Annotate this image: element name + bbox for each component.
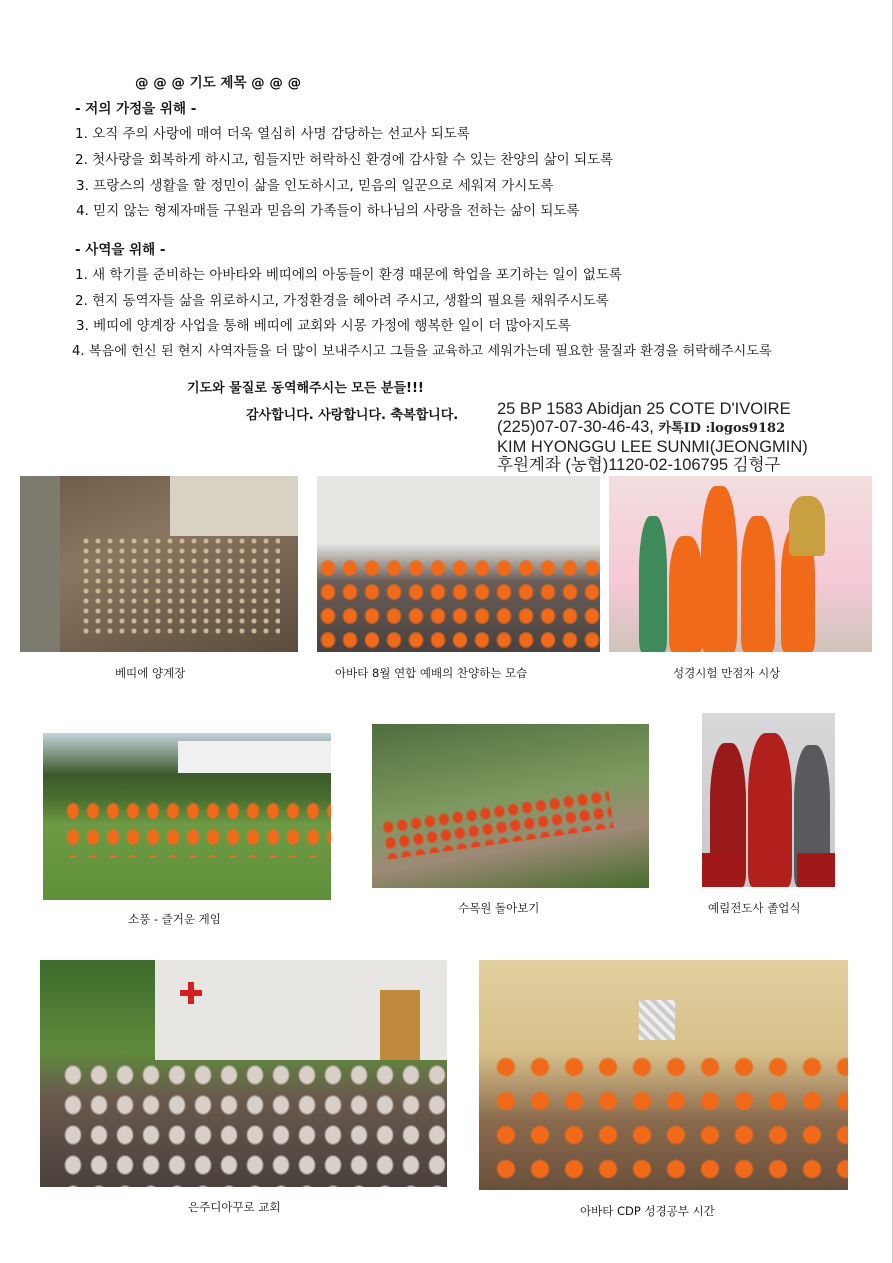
kakao-id: 카톡ID :logos9182 xyxy=(658,421,786,436)
thanks-line2: 감사합니다. 사랑합니다. 축복합니다. xyxy=(246,408,459,423)
photo-caption: 아바타 CDP 성경공부 시간 xyxy=(580,1204,715,1218)
phone: (225)07-07-30-46-43, xyxy=(497,418,654,436)
photo-picnic-game xyxy=(43,733,331,900)
photo-worship-singing xyxy=(317,476,600,652)
thanks-line1: 기도와 물질로 동역해주시는 모든 분들!!! xyxy=(187,381,424,396)
bank-account: 후원계좌 (농협)1120-02-106795 김형구 xyxy=(497,456,781,474)
names: KIM HYONGGU LEE SUNMI(JEONGMIN) xyxy=(497,438,808,456)
photo-arboretum xyxy=(372,724,649,888)
photo-caption: 베띠에 양계장 xyxy=(115,666,186,680)
family-item: 4. 믿지 않는 형제자매들 구원과 믿음의 가족들이 하나님의 사랑을 전하는 삶이 되도록 xyxy=(76,203,580,219)
ministry-heading: - 사역을 위해 - xyxy=(75,242,166,258)
photo-chicken-farm xyxy=(20,476,298,652)
photo-graduation xyxy=(702,713,835,887)
photo-bible-study xyxy=(479,960,848,1190)
ministry-item: 4. 복음에 헌신 된 현지 사역자들을 더 많이 보내주시고 그들을 교육하고 세워가는데 필요한 물질과 환경을 허락해주시도록 xyxy=(72,344,772,359)
contact-block xyxy=(497,400,808,474)
photo-church-group xyxy=(40,960,447,1187)
prayer-title: @ @ @ 기도 제목 @ @ @ xyxy=(135,75,302,91)
photo-caption: 은주디아꾸로 교회 xyxy=(188,1200,281,1214)
ministry-item: 3. 베띠에 양계장 사업을 통해 베띠에 교회와 시몽 가정에 행복한 일이 더 많아지도록 xyxy=(76,318,571,334)
family-item: 1. 오직 주의 사랑에 매여 더욱 열심히 사명 감당하는 선교사 되도록 xyxy=(75,126,470,142)
family-item: 2. 첫사랑을 회복하게 하시고, 힘들지만 허락하신 환경에 감사할 수 있는 찬양의 삶이 되도록 xyxy=(75,152,614,168)
address: 25 BP 1583 Abidjan 25 COTE D'IVOIRE xyxy=(497,400,791,418)
ministry-item: 1. 새 학기를 준비하는 아바타와 베띠에의 아동들이 환경 때문에 학업을 포기하는 일이 없도록 xyxy=(75,267,622,283)
family-heading: - 저의 가정을 위해 - xyxy=(75,101,197,117)
photo-caption: 예림전도사 졸업식 xyxy=(708,901,801,915)
photo-caption: 아바타 8월 연합 예배의 찬양하는 모습 xyxy=(335,666,528,680)
ministry-item: 2. 현지 동역자들 삶을 위로하시고, 가정환경을 헤아려 주시고, 생활의 필요를 채워주시도록 xyxy=(75,293,609,309)
photo-caption: 성경시험 만점자 시상 xyxy=(673,666,781,680)
photo-caption: 소풍 - 즐거운 게임 xyxy=(128,912,221,926)
photo-bible-award xyxy=(609,476,872,652)
photo-caption: 수목원 돌아보기 xyxy=(458,901,540,915)
family-item: 3. 프랑스의 생활을 할 정민이 삶을 인도하시고, 믿음의 일꾼으로 세워져 가시도록 xyxy=(76,178,554,194)
